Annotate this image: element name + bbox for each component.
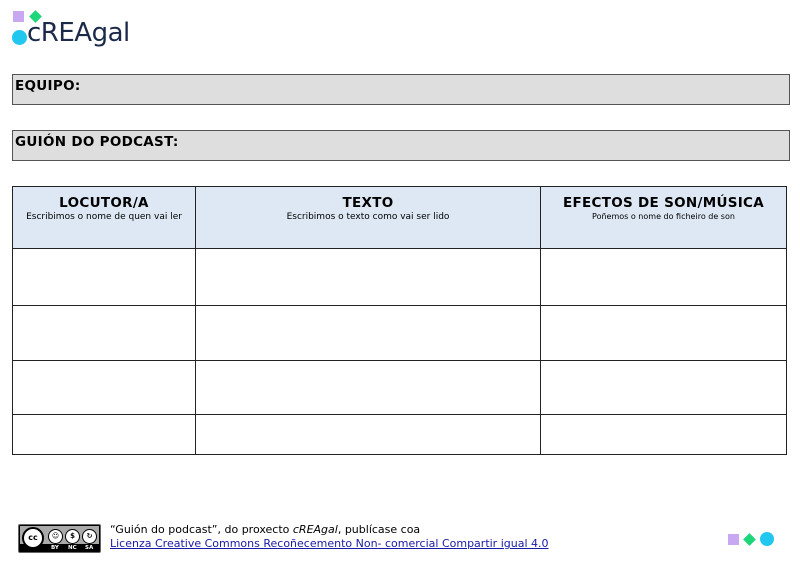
logo-circle-shape — [12, 30, 27, 45]
by-label: BY — [51, 545, 59, 551]
credit-project-name: cREAgal — [292, 523, 338, 536]
column-subtitle: Escribimos o texto como vai ser lido — [286, 212, 450, 222]
sa-label: SA — [85, 545, 94, 551]
square-shape-icon — [728, 534, 739, 545]
column-header-effects — [541, 187, 787, 249]
logo-wordmark: cREAgal — [27, 18, 130, 48]
cc-license-badge — [18, 524, 101, 553]
table-cell[interactable] — [196, 361, 541, 415]
column-header-text — [196, 187, 541, 249]
table-cell[interactable] — [13, 249, 196, 306]
column-title: EFECTOS DE SON/MÚSICA — [562, 195, 765, 211]
license-link[interactable]: Licenza Creative Commons Recoñecemento Non- comercial Compartir igual 4.0 — [110, 537, 549, 550]
column-title: LOCUTOR/A — [59, 195, 149, 211]
team-field[interactable] — [12, 74, 790, 105]
credit-line — [110, 523, 549, 537]
column-subtitle: Escribimos o nome de quen vai ler — [26, 212, 182, 222]
podcast-script-table — [12, 186, 787, 455]
table-row — [13, 415, 787, 455]
nc-dollar-icon: $ — [65, 529, 80, 544]
sa-share-icon: ↻ — [82, 529, 97, 544]
circle-shape-icon — [760, 532, 774, 546]
credit-suffix: , publícase coa — [337, 523, 421, 536]
table-row — [13, 306, 787, 361]
nc-label: NC — [68, 545, 77, 551]
table-cell[interactable] — [541, 415, 787, 455]
table-header-row — [13, 187, 787, 249]
column-header-speaker — [13, 187, 196, 249]
logo-square-shape — [13, 11, 24, 22]
brand-shapes — [726, 532, 776, 548]
by-person-icon: ☺ — [48, 529, 63, 544]
cc-icon: cc — [22, 527, 44, 549]
table-cell[interactable] — [541, 361, 787, 415]
creagal-logo — [10, 8, 150, 50]
table-row — [13, 249, 787, 306]
license-credit — [110, 523, 549, 551]
table-cell[interactable] — [13, 361, 196, 415]
diamond-shape-icon — [743, 533, 756, 546]
table-cell[interactable] — [196, 249, 541, 306]
column-subtitle: Poñemos o nome do ficheiro de son — [592, 212, 735, 221]
table-cell[interactable] — [13, 306, 196, 361]
team-label: EQUIPO: — [15, 78, 81, 94]
podcast-script-label: GUIÓN DO PODCAST: — [15, 134, 179, 150]
podcast-script-field[interactable] — [12, 130, 790, 161]
credit-prefix: “Guión do podcast”, do proxecto — [110, 523, 293, 536]
table-row — [13, 361, 787, 415]
table-cell[interactable] — [196, 306, 541, 361]
table-cell[interactable] — [541, 306, 787, 361]
table-cell[interactable] — [196, 415, 541, 455]
table-cell[interactable] — [541, 249, 787, 306]
column-title: TEXTO — [342, 195, 394, 211]
table-cell[interactable] — [13, 415, 196, 455]
